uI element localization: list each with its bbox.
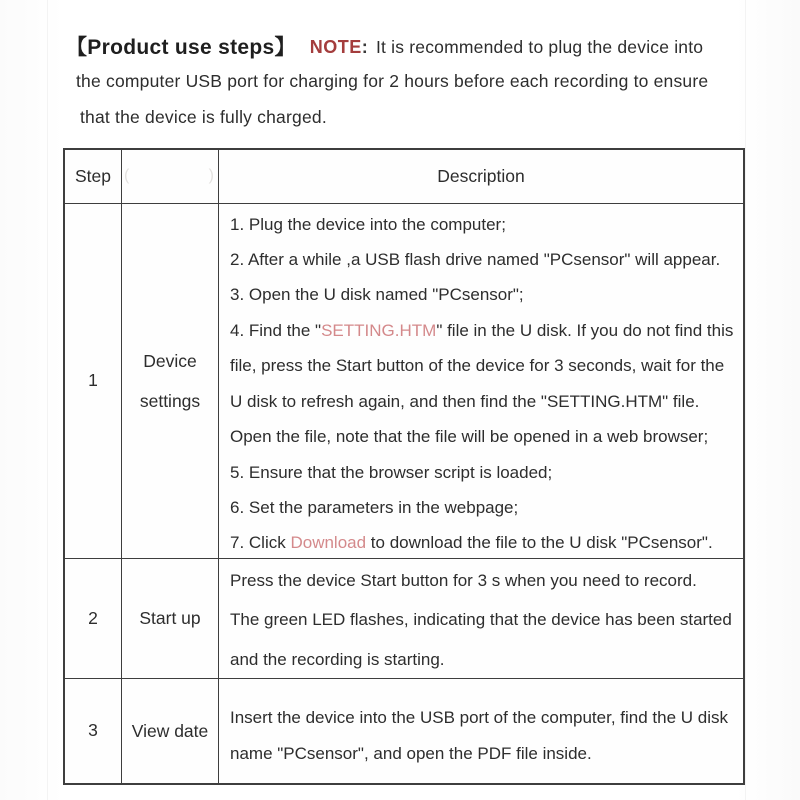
intro-text-line2: the computer USB port for charging for 2 hours before each recording to ensure <box>76 71 709 91</box>
desc-segment: " file in the U disk. If you do not find this <box>436 320 734 340</box>
step-name-line: settings <box>139 390 201 411</box>
intro-line-1 <box>66 31 703 61</box>
desc-segment: to download the file to the U disk "PCsensor". <box>366 533 713 553</box>
desc-line: The green LED flashes, indicating that the device has been started <box>230 610 732 630</box>
description-view-date <box>219 679 743 783</box>
desc-line: 1. Plug the device into the computer; <box>230 214 506 234</box>
page-title: 【Product use steps】 <box>66 36 296 59</box>
description-device-settings <box>219 204 743 558</box>
download-link-text: Download <box>290 533 367 553</box>
desc-line: Insert the device into the USB port of the computer, find the U disk <box>230 707 728 727</box>
header-description: Description <box>437 165 525 186</box>
setting-htm-filename: SETTING.HTM <box>321 320 437 340</box>
step-number-2: 2 <box>65 559 122 678</box>
photo-seam-left <box>47 0 48 800</box>
desc-line: Open the file, note that the file will be opened in a web browser; <box>230 427 709 447</box>
desc-line: and the recording is starting. <box>230 649 445 669</box>
desc-segment: 7. Click <box>230 533 291 553</box>
step-number-3: 3 <box>65 679 122 783</box>
desc-line: name "PCsensor", and open the PDF file inside. <box>230 743 592 763</box>
desc-line <box>230 313 735 348</box>
table-row-start-up <box>65 559 743 679</box>
desc-line: 2. After a while ,a USB flash drive named "PCsensor" will appear. <box>230 250 721 270</box>
step-name-line: Start up <box>139 608 201 629</box>
table-row-view-date <box>65 679 743 783</box>
photo-seam-right <box>745 0 746 800</box>
desc-line: 5. Ensure that the browser script is loaded; <box>230 462 553 482</box>
header-middle-ghost-text: ( ) <box>124 167 216 185</box>
desc-line: file, press the Start button of the device for 3 seconds, wait for the <box>230 356 725 376</box>
desc-line: 3. Open the U disk named "PCsensor"; <box>230 285 524 305</box>
table-row-device-settings <box>65 204 743 559</box>
desc-segment: 4. Find the " <box>230 320 322 340</box>
step-name-device-settings <box>122 204 219 558</box>
desc-line: 6. Set the parameters in the webpage; <box>230 497 519 517</box>
step-name-line: View date <box>131 720 209 741</box>
intro-text-line1: It is recommended to plug the device into <box>375 37 704 57</box>
desc-line <box>230 525 735 560</box>
intro-text-line3: that the device is fully charged. <box>80 107 327 127</box>
steps-table <box>63 148 745 785</box>
step-name-start-up <box>122 559 219 678</box>
description-start-up <box>219 559 743 678</box>
note-colon: : <box>361 37 368 57</box>
step-name-line: Device <box>143 350 197 371</box>
desc-line: U disk to refresh again, and then find the "SETTING.HTM" file. <box>230 391 700 411</box>
step-name-view-date <box>122 679 219 783</box>
desc-line: Press the device Start button for 3 s when you need to record. <box>230 570 697 590</box>
header-middle <box>122 150 219 203</box>
step-number-1: 1 <box>65 204 122 558</box>
table-header-row <box>65 150 743 204</box>
header-step: Step <box>65 150 122 203</box>
note-label: NOTE <box>309 37 362 57</box>
